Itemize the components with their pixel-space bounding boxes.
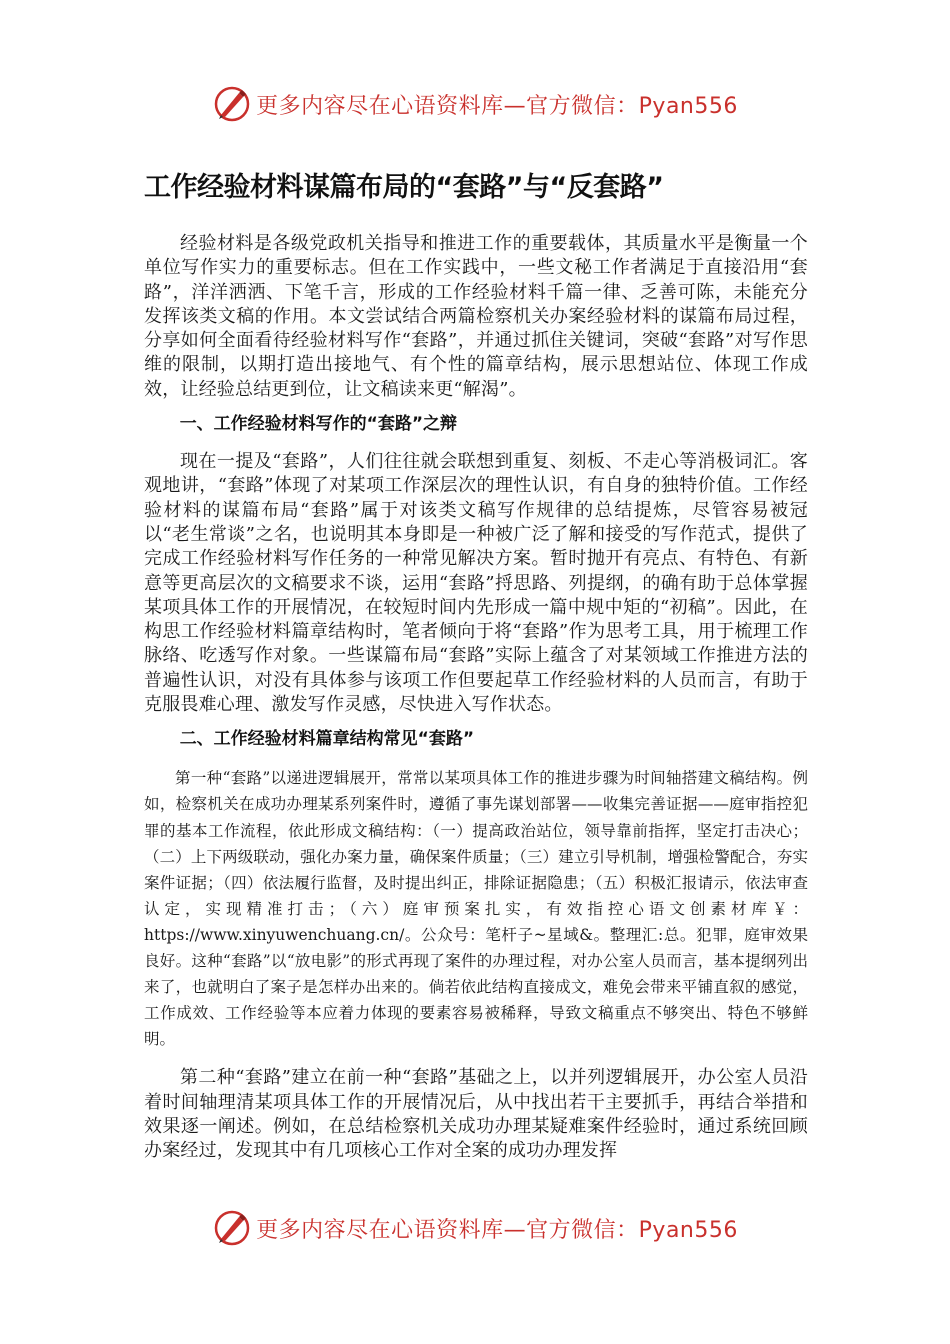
banner-text: 更多内容尽在心语资料库—官方微信：Pyan556 xyxy=(256,1217,738,1243)
pen-logo-icon xyxy=(212,84,252,124)
pen-logo-icon xyxy=(212,1208,252,1248)
document-title: 工作经验材料谋篇布局的“套路”与“反套路” xyxy=(144,172,664,203)
intro-paragraph: 经验材料是各级党政机关指导和推进工作的重要载体，其质量水平是衡量一个单位写作实力的重要标志。但在工作实践中，一些文秘工作者满足于直接沿用“套路”，洋洋洒洒、下笔千言，形成的工作经验材料千篇一律、乏善可陈，未能充分发挥该类文稿的作用。本文尝试结合两篇检察机关办案经验材料的谋篇布局过程，分享如何全面看待经验材料写作“套路”，并通过抓住关键词，突破“套路”对写作思维的限制，以期打造出接地气、有个性的篇章结构，展示思想站位、体现工作成效，让经验总结更到位，让文稿读来更“解渴”。 xyxy=(144,233,808,400)
section-2-heading: 二、工作经验材料篇章结构常见“套路” xyxy=(179,729,475,750)
section-2-paragraph-2: 第二种“套路”建立在前一种“套路”基础之上，以并列逻辑展开，办公室人员沿着时间轴理清某项具体工作的开展情况后，从中找出若干主要抓手，再结合举措和效果逐一阐述。例如，在总结检察机关成功办理某疑难案件经验时，通过系统回顾办案经过，发现其中有几项核心工作对全案的成功办理发挥 xyxy=(144,1067,808,1162)
section-1-heading: 一、工作经验材料写作的“套路”之辩 xyxy=(179,414,458,435)
banner-text: 更多内容尽在心语资料库—官方微信：Pyan556 xyxy=(256,93,738,119)
footer-watermark-banner xyxy=(0,1206,950,1250)
document-body xyxy=(144,168,808,1174)
section-2-paragraph-1: 第一种“套路”以递进逻辑展开，常常以某项具体工作的推进步骤为时间轴搭建文稿结构。例如，检察机关在成功办理某系列案件时，遵循了事先谋划部署——收集完善证据——庭审指控犯罪的基本工作流程，依此形成文稿结构：（一）提高政治站位，领导靠前指挥，坚定打击决心；（二）上下两级联动，强化办案力量，确保案件质量；（三）建立引导机制，增强检警配合，夯实案件证据；（四）依法履行监督，及时提出纠正，排除证据隐患；（五）积极汇报请示，依法审查认定，实现精准打击；（六）庭审预案扎实，有效指控心语文创素材库￥：https://www.xinyuwenchuang.cn/。公众号：笔杆子~星域&。整理汇:总。犯罪，庭审效果良好。这种“套路”以“放电影”的形式再现了案件的办理过程，对办公室人员而言，基本提纲列出来了，也就明白了案子是怎样办出来的。倘若依此结构直接成文，难免会带来平铺直叙的感觉，工作成效、工作经验等本应着力体现的要素容易被稀释，导致文稿重点不够突出、特色不够鲜明。 xyxy=(144,769,808,1049)
header-watermark-banner xyxy=(0,82,950,126)
section-1-paragraph: 现在一提及“套路”，人们往往就会联想到重复、刻板、不走心等消极词汇。客观地讲，“套路”体现了对某项工作深层次的理性认识，有自身的独特价值。工作经验材料的谋篇布局“套路”属于对该类文稿写作规律的总结提炼，尽管容易被冠以“老生常谈”之名，也说明其本身即是一种被广泛了解和接受的写作范式，提供了完成工作经验材料写作任务的一种常见解决方案。暂时抛开有亮点、有特色、有新意等更高层次的文稿要求不谈，运用“套路”捋思路、列提纲，的确有助于总体掌握某项具体工作的开展情况，在较短时间内先形成一篇中规中矩的“初稿”。因此，在构思工作经验材料篇章结构时，笔者倾向于将“套路”作为思考工具，用于梳理工作脉络、吃透写作对象。一些谋篇布局“套路”实际上蕴含了对某领域工作推进方法的普遍性认识，对没有具体参与该项工作但要起草工作经验材料的人员而言，有助于克服畏难心理、激发写作灵感，尽快进入写作状态。 xyxy=(144,451,808,716)
